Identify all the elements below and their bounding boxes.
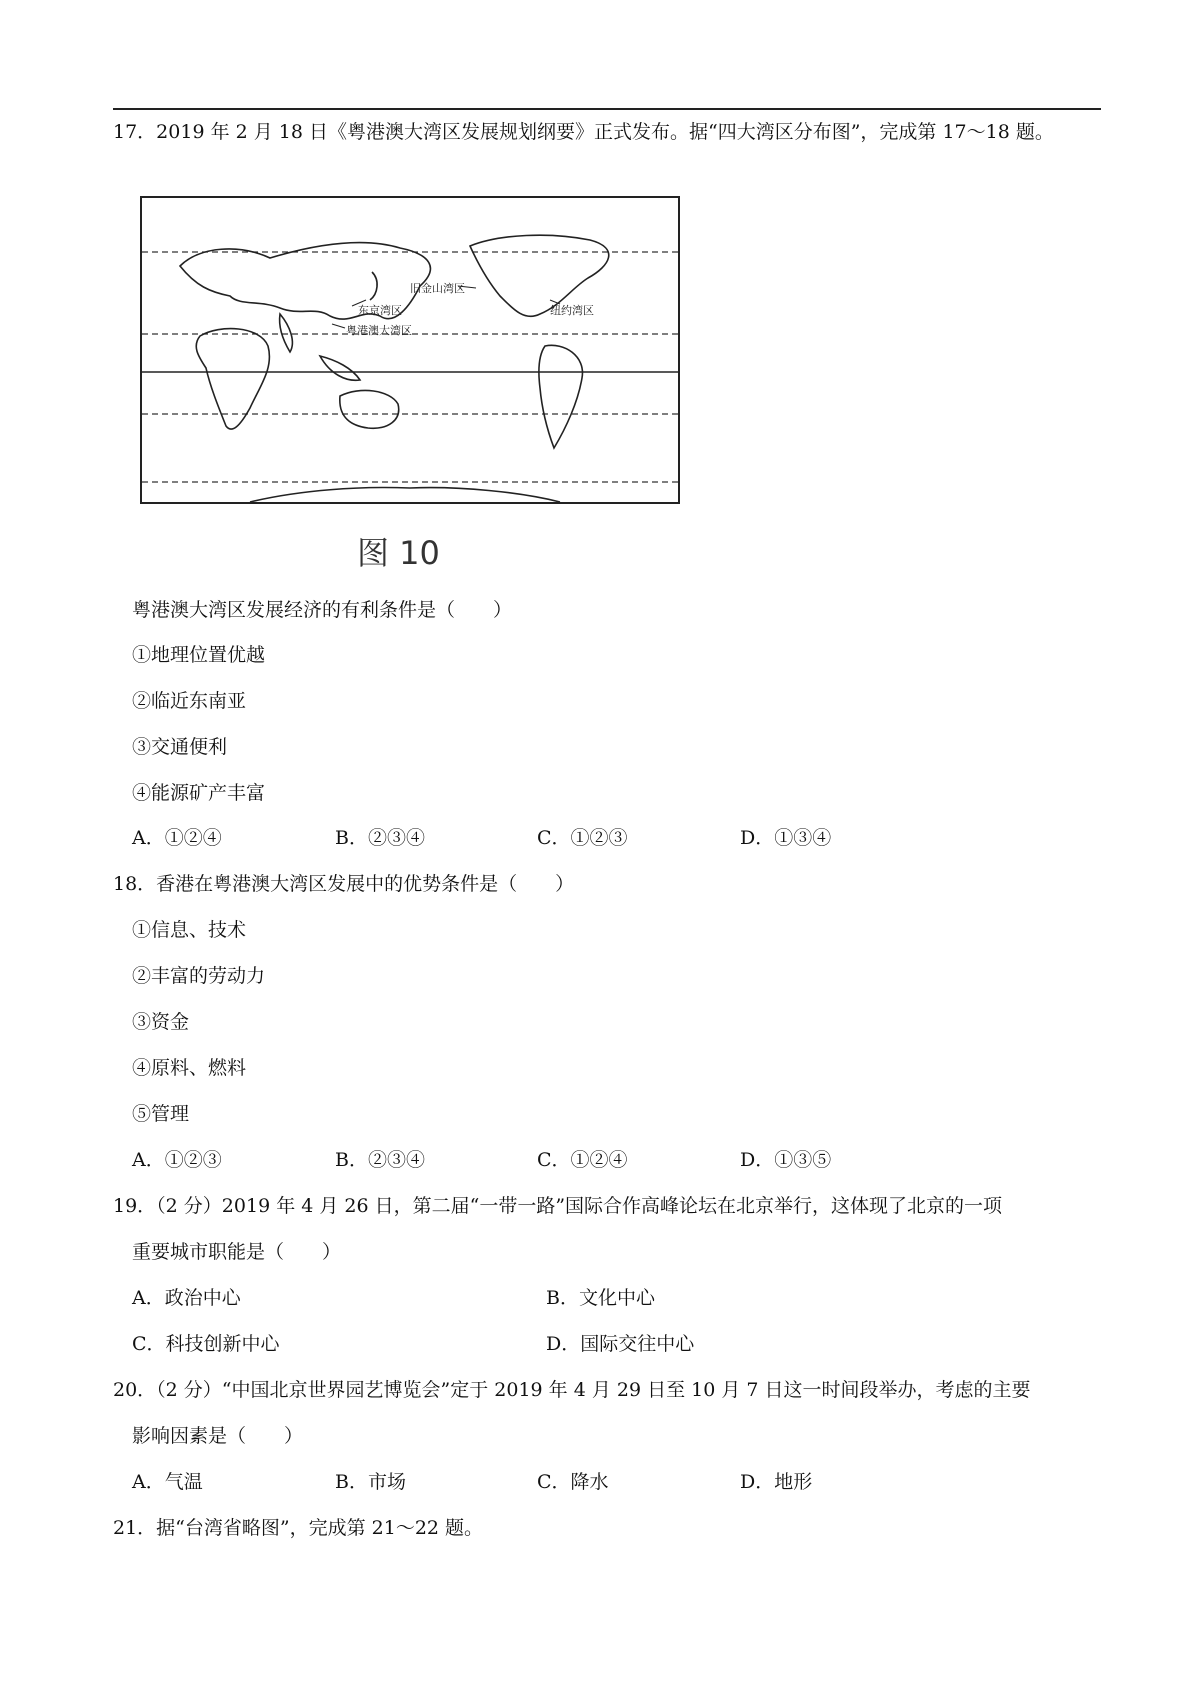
q19-option-a[interactable]: A．政治中心 [132,1287,241,1309]
q19-stem-line2: 重要城市职能是（ ） [132,1241,342,1263]
q17-item-2: ②临近东南亚 [132,690,247,712]
q19-option-d[interactable]: D．国际交往中心 [546,1333,695,1355]
q18-stem: 18．香港在粤港澳大湾区发展中的优势条件是（ ） [113,873,575,895]
q18-option-b[interactable]: B．②③④ [335,1149,425,1171]
q18-item-2: ②丰富的劳动力 [132,965,266,987]
q19-option-c[interactable]: C．科技创新中心 [132,1333,280,1355]
label-gba: 粤港澳大湾区 [346,324,412,337]
q18-item-3: ③资金 [132,1011,190,1033]
figure-caption: 图 10 [357,534,440,572]
label-tokyo-bay: 东京湾区 [358,304,402,317]
q20-option-d[interactable]: D．地形 [740,1471,813,1493]
q17-option-c[interactable]: C．①②③ [537,827,628,849]
label-sf-bay: 旧金山湾区 [410,282,465,295]
q20-option-c[interactable]: C．降水 [537,1471,609,1493]
q18-item-4: ④原料、燃料 [132,1057,247,1079]
q17-item-3: ③交通便利 [132,736,228,758]
q18-option-d[interactable]: D．①③⑤ [740,1149,832,1171]
q17-item-4: ④能源矿产丰富 [132,782,266,804]
q18-option-a[interactable]: A．①②③ [132,1149,222,1171]
label-ny-bay: 纽约湾区 [550,304,594,317]
q18-item-1: ①信息、技术 [132,919,247,941]
q17-option-d[interactable]: D．①③④ [740,827,832,849]
header-rule [113,108,1101,110]
q19-option-b[interactable]: B．文化中心 [546,1287,655,1309]
q20-stem-line1: 20．（2 分）“中国北京世界园艺博览会”定于 2019 年 4 月 29 日至 10 月 7 日这一时间段举办，考虑的主要 [113,1379,1031,1401]
q17-option-a[interactable]: A．①②④ [132,827,222,849]
q17-option-b[interactable]: B．②③④ [335,827,425,849]
q17-item-1: ①地理位置优越 [132,644,266,666]
q18-option-c[interactable]: C．①②④ [537,1149,628,1171]
q20-stem-line2: 影响因素是（ ） [132,1425,304,1447]
q21-stem: 21．据“台湾省略图”，完成第 21～22 题。 [113,1517,484,1539]
q20-option-b[interactable]: B．市场 [335,1471,406,1493]
q19-stem-line1: 19．（2 分）2019 年 4 月 26 日，第二届“一带一路”国际合作高峰论坛在北京举行，这体现了北京的一项 [113,1195,1003,1217]
q18-item-5: ⑤管理 [132,1103,190,1125]
q20-option-a[interactable]: A．气温 [132,1471,203,1493]
q17-question: 粤港澳大湾区发展经济的有利条件是（ ） [132,599,513,621]
world-bay-area-map [140,196,680,506]
q17-stem: 17．2019 年 2 月 18 日《粤港澳大湾区发展规划纲要》正式发布。据“四大湾区分布图”，完成第 17～18 题。 [113,121,1054,143]
